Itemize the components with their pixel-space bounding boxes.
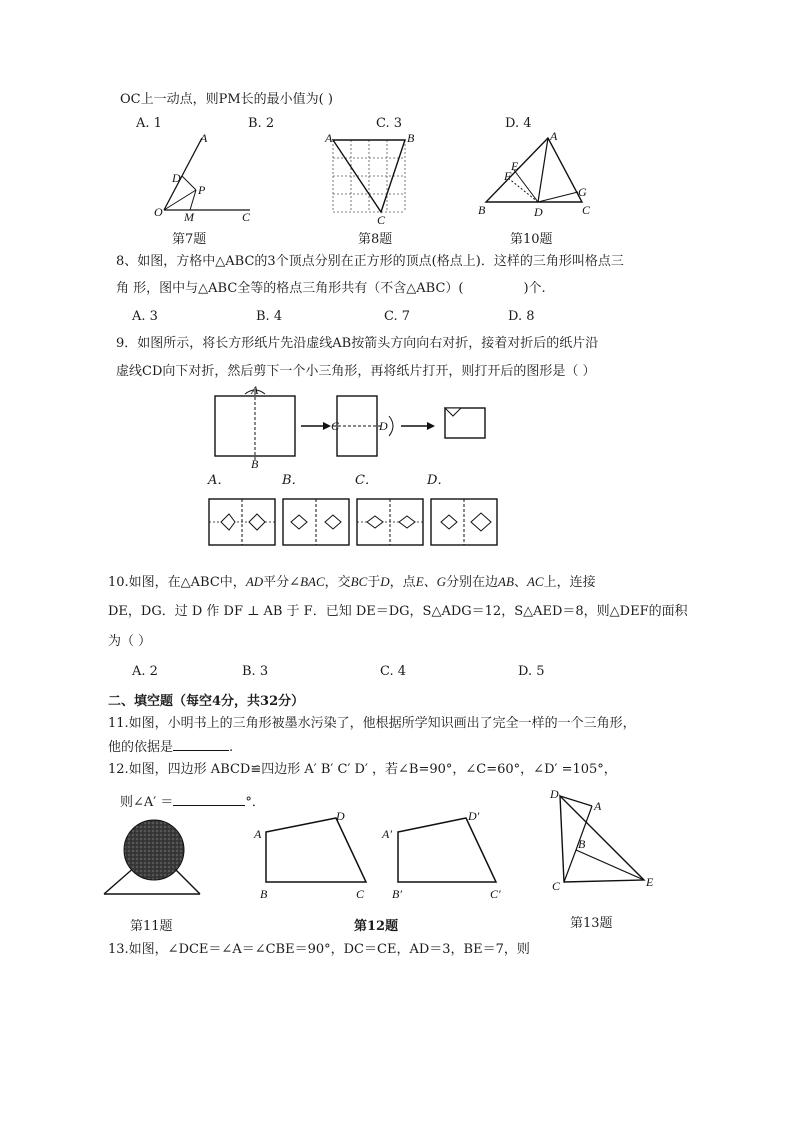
fig12-label-d: D: [336, 809, 345, 823]
q7-text: OC上一动点，则PM长的最小值为( ): [120, 92, 333, 107]
q10-line1-f: BC: [350, 574, 368, 589]
fig10-label-e: E: [511, 159, 519, 173]
q10-option-d: D. 5: [518, 664, 545, 679]
q7-option-b: B. 2: [248, 116, 275, 131]
q10-line1-j: E、G: [415, 574, 447, 589]
q11-answer-blank[interactable]: [173, 738, 229, 751]
q8-line1: 8、如图，方格中△ABC的3个顶点分别在正方形的顶点(格点上)．这样的三角形叫格点三: [116, 254, 624, 269]
q10-line1-a: 10.如图，在△ABC中，: [108, 575, 246, 590]
q9-choice-d-label: D．: [427, 473, 451, 488]
q12-line2-tail: °．: [245, 795, 265, 810]
fig7-label-m: M: [184, 210, 194, 224]
q10-line3: 为（ ）: [108, 634, 152, 649]
q10-line1-k: 分别在边: [446, 575, 499, 590]
fig10-label-b: B: [478, 203, 486, 217]
fig10-label-f: F: [504, 169, 512, 183]
q9-choice-b-figure: [283, 499, 349, 545]
q7-option-a: A. 1: [136, 116, 162, 131]
q10-line1-b: AD: [245, 574, 264, 589]
fig12-label-a: A: [254, 827, 262, 841]
q12-line2: [120, 793, 265, 811]
fig8-label-c: C: [377, 213, 386, 227]
fig9-label-a: A: [251, 383, 259, 397]
q10-option-b: B. 3: [242, 664, 269, 679]
q9-choice-d-figure: [431, 499, 497, 545]
fig12-label-d-prime: D′: [468, 809, 480, 823]
fig12-label-b: B: [260, 887, 268, 901]
q9-choice-a-figure: [209, 499, 275, 545]
q10-line1-l: AB: [498, 574, 514, 589]
q13-line1: 13.如图，∠DCE＝∠A＝∠CBE＝90°，DC＝CE，AD＝3，BE＝7，则: [108, 942, 530, 957]
q10-line1-n: AC: [526, 574, 544, 589]
q12-line1: 12.如图，四边形 ABCD≌四边形 A′ B′ C′ D′ ，若∠B=90°，∠C=60°，∠D′ =105°，: [108, 762, 617, 777]
q8-option-d: D. 8: [508, 309, 535, 324]
q9-line2: 虚线CD向下对折，然后剪下一个小三角形，再将纸片打开，则打开后的图形是（ ）: [116, 364, 596, 379]
q9-choice-c-label: C．: [355, 473, 378, 488]
q10-line1-c: 平分∠: [263, 575, 301, 590]
q11-line2-text: 他的依据是: [108, 740, 174, 755]
fig9-label-c: C: [331, 419, 340, 433]
fig10-label-g: G: [578, 185, 587, 199]
fig7-label-c: C: [242, 210, 251, 224]
fig7-label-a: A: [200, 131, 208, 145]
q9-choice-a-label: A．: [208, 473, 231, 488]
q11-line1: 11.如图，小明书上的三角形被墨水污染了，他根据所学知识画出了完全一样的一个三角形，: [108, 716, 636, 731]
q9-line1: 9．如图所示，将长方形纸片先沿虚线AB按箭头方向向右对折，接着对折后的纸片沿: [116, 336, 599, 351]
fig13-label-c: C: [552, 879, 561, 893]
q10-line1-d: BAC: [300, 574, 325, 589]
q9-choice-c-figure: [357, 499, 423, 545]
q9-choice-b-label: B．: [282, 473, 305, 488]
fig9-label-d: D: [379, 419, 388, 433]
figure-9-steps: [205, 383, 505, 471]
fig13-label-e: E: [646, 875, 654, 889]
q10-line1-o: 上，连接: [543, 575, 596, 590]
q11-line2: 他的依据是 .: [108, 740, 234, 755]
fig7-label-o: O: [154, 205, 163, 219]
figure-10: [478, 130, 598, 222]
caption-q13: 第13题: [570, 916, 613, 931]
q8-line2: [116, 281, 546, 297]
fig8-label-b: B: [407, 131, 415, 145]
fig10-label-a: A: [550, 129, 558, 143]
q7-option-d: D. 4: [505, 116, 532, 131]
fig12-label-a-prime: A′: [382, 827, 392, 841]
q10-line2: DE，DG．过 D 作 DF ⊥ AB 于 F．已知 DE＝DG，S△ADG＝12，S△AED＝8，则△DEF的面积: [108, 604, 688, 619]
fig8-label-a: A: [325, 131, 333, 145]
q10-line1-h: D: [380, 574, 390, 589]
fig10-label-c: C: [582, 203, 591, 217]
q10-line1-g: 于: [367, 575, 381, 590]
q10-line1-m: 、: [513, 575, 527, 590]
figure-8: [325, 131, 415, 227]
figure-7: [150, 130, 260, 222]
caption-q10: 第10题: [510, 232, 553, 247]
caption-q12: 第12题: [354, 919, 399, 934]
fig9-label-b: B: [251, 457, 259, 471]
q10-option-c: C. 4: [380, 664, 407, 679]
q8-line2-a: 角 形，图中与△ABC全等的格点三角形共有（不含△ABC）(: [116, 281, 464, 296]
q7-option-c: C. 3: [376, 116, 403, 131]
figure-13: [544, 786, 664, 896]
q8-option-b: B. 4: [256, 309, 283, 324]
q10-line1-e: ，交: [324, 575, 351, 590]
fig13-label-a: A: [594, 799, 602, 813]
q10-option-a: A. 2: [132, 664, 158, 679]
q8-line2-b: )个.: [523, 281, 546, 296]
q12-answer-blank[interactable]: [173, 793, 245, 806]
q12-line2-text: 则∠A′ ＝: [120, 795, 174, 810]
q8-option-c: C. 7: [384, 309, 411, 324]
caption-q8: 第8题: [358, 232, 393, 247]
fig7-label-p: P: [198, 183, 206, 197]
figure-12: [250, 808, 550, 904]
fig12-label-b-prime: B′: [392, 887, 402, 901]
fig12-label-c-prime: C′: [490, 887, 501, 901]
fig13-label-b: B: [578, 837, 586, 851]
figure-9-choices: [205, 493, 505, 553]
q10-line1-i: ，点: [389, 575, 416, 590]
fig7-label-d: D: [172, 171, 181, 185]
caption-q11: 第11题: [130, 919, 173, 934]
fig10-label-d: D: [534, 205, 543, 219]
figure-11: [100, 814, 210, 898]
q10-line1: [108, 574, 596, 591]
q8-option-a: A. 3: [132, 309, 158, 324]
fig12-label-c: C: [356, 887, 365, 901]
section2-title: 二、填空题（每空4分，共32分）: [108, 694, 305, 709]
caption-q7: 第7题: [172, 232, 207, 247]
fig13-label-d: D: [550, 787, 559, 801]
